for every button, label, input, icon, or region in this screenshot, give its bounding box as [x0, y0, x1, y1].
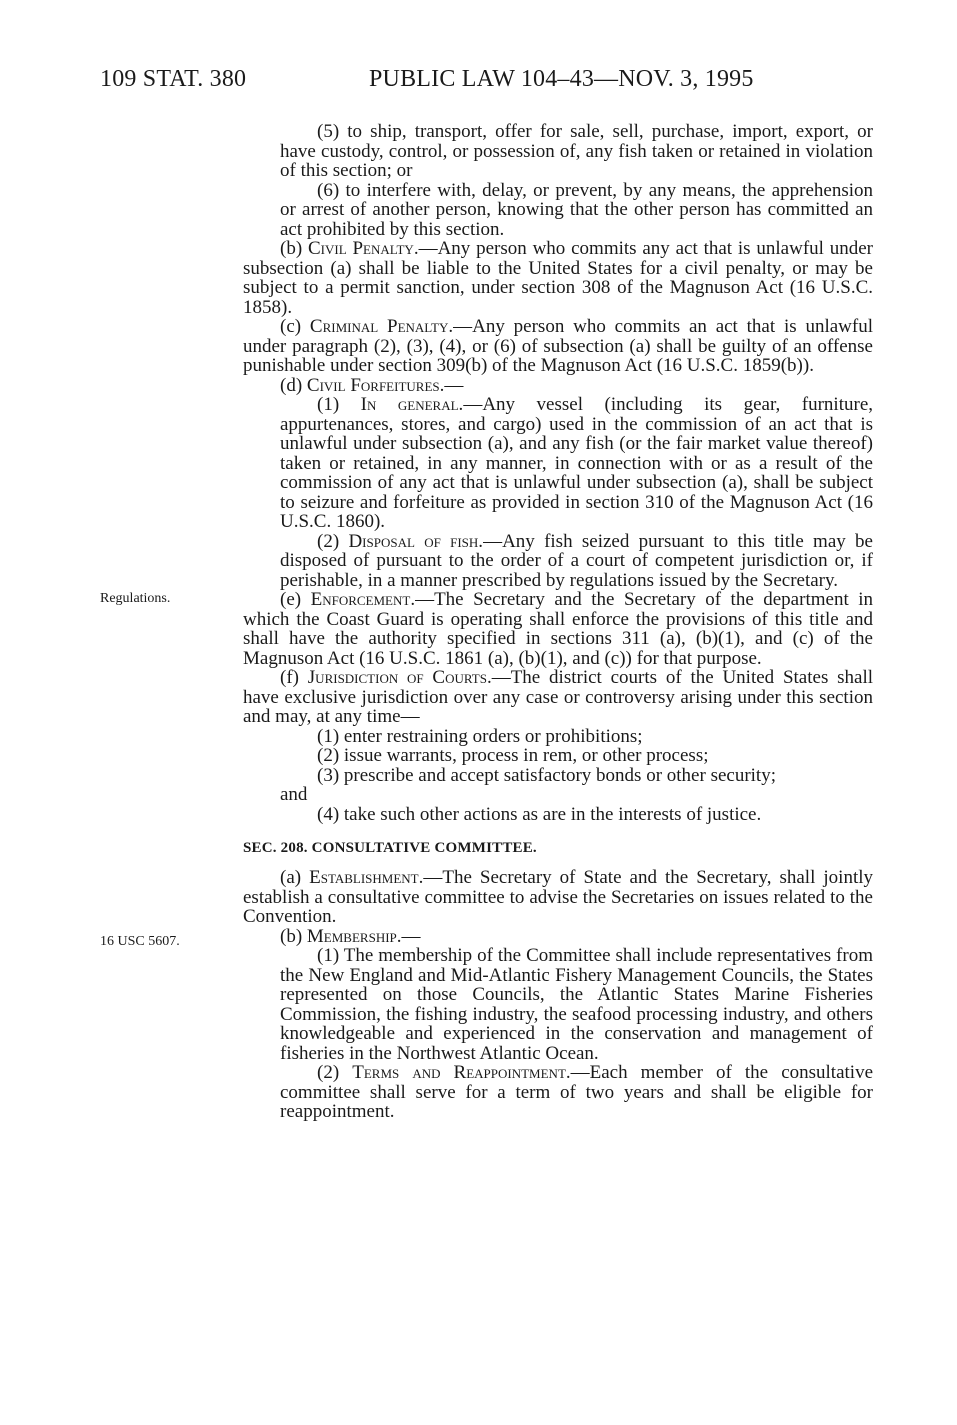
subsection-label: (c) [280, 316, 310, 337]
paragraph-f2: (2) issue warrants, process in rem, or other process; [317, 745, 709, 766]
paragraph-text: (6) to interfere with, delay, or prevent, by any means, the apprehension or arrest of another person, knowing that the other person has committed an act prohibited by this section. [280, 179, 873, 240]
subsection-heading: Civil Forfeitures. [306, 374, 445, 396]
subsection-b [243, 239, 873, 317]
paragraph-label: (2) [317, 530, 349, 552]
subsection-d [243, 376, 873, 396]
paragraph-text: —Any vessel (including its gear, furniture, appurtenances, stores, and cargo) used in the commission of an act that is unlawful under subsection (a), and any fish (or the fair market value thereof) taken or retained, in any manner, in connection with or as a result of the commission of any act that is unlawful under subsection (a), shall be subject to seizure and forfeiture as provided in section 310 of the Magnuson Act (16 U.S.C. 1860). [280, 394, 873, 532]
subsection-label: (d) [280, 374, 307, 396]
paragraph-d2 [280, 532, 873, 591]
subsection-heading: Enforcement. [310, 589, 416, 610]
running-title: PUBLIC LAW 104–43—NOV. 3, 1995 [369, 66, 754, 92]
document-body [243, 122, 873, 1122]
subsection-label: (e) [280, 589, 311, 610]
subsection-label: (f) [280, 667, 308, 688]
section-heading: SEC. 208. CONSULTATIVE COMMITTEE. [243, 840, 537, 856]
subsection-heading: Jurisdiction of Courts. [307, 667, 492, 688]
section-subsection-b [243, 927, 873, 947]
paragraph-f1: (1) enter restraining orders or prohibitions; [317, 725, 643, 747]
subsection-text: —Any person who commits any act that is unlawful under subsection (a) shall be liable to the United States for a civil penalty, or may be subject to a permit sanction, under section 308 of the Magnuson Act (16 U.S.C. 1858). [243, 238, 873, 318]
paragraph-f4: (4) take such other actions as are in the interests of justice. [317, 803, 762, 825]
subsection-heading: Establishment. [309, 867, 424, 888]
section-subsection-b-paragraphs [243, 946, 873, 1122]
paragraph-a5 [243, 122, 873, 239]
paragraph-heading: Terms and Reappointment. [352, 1062, 571, 1083]
paragraph-label: (2) [317, 1062, 353, 1083]
paragraph-text: (5) to ship, transport, offer for sale, sell, purchase, import, export, or have custody, control, or possession of, any fish taken or retained in violation of this section; or [280, 121, 873, 181]
paragraph-f3: (3) prescribe and accept satisfactory bonds or other security; [317, 764, 776, 786]
subsection-f-paragraphs [243, 727, 873, 825]
paragraph-text: —Each member of the consultative committee shall serve for a term of two years and shall be eligible for reappointment. [280, 1062, 873, 1122]
subsection-label: (b) [280, 238, 308, 259]
paragraph-text: —Any fish seized pursuant to this title may be disposed of pursuant to the order of a court of competent jurisdiction or, if perishable, in a manner prescribed by regulations issued by the Secretary. [280, 530, 873, 591]
subsection-text: — [444, 374, 464, 396]
subsection-heading: Criminal Penalty. [309, 316, 454, 337]
section-subsection-a [243, 868, 873, 927]
subsection-text: —The Secretary and the Secretary of the department in which the Coast Guard is operating shall enforce the provisions of this title and shall have the authority specified in sections 311 (a), (b)(1), and (c) of the Magnuson Act (16 U.S.C. 1861 (a), (b)(1), and (c)) for that purpose. [243, 589, 873, 669]
subsection-f [243, 668, 873, 727]
subsection-d-paragraphs [243, 395, 873, 590]
subsection-heading: Membership. [306, 925, 402, 947]
subsection-label: (a) [280, 867, 310, 888]
subsection-label: (b) [280, 925, 307, 947]
paragraph-heading: Disposal of fish. [348, 530, 484, 552]
subsection-heading: Civil Penalty. [307, 238, 419, 259]
paragraph-label: (1) [317, 394, 361, 415]
margin-note-usc-citation: 16 USC 5607. [100, 934, 180, 949]
paragraph-b2 [280, 1063, 873, 1122]
subsection-text: —Any person who commits an act that is unlawful under paragraph (2), (3), (4), or (6) of subsection (a) shall be guilty of an offense punishable under section 309(b) of the Magnuson Act (16 U.S.C. 1859(b)). [243, 316, 873, 376]
margin-note-regulations: Regulations. [100, 591, 171, 606]
subsection-e [243, 590, 873, 668]
subsection-text: —The district courts of the United States shall have exclusive jurisdiction over any case or controversy arising under this section and may, at any time— [243, 667, 874, 727]
paragraph-f3-continuation: and [280, 784, 308, 805]
statute-page-number: 109 STAT. 380 [100, 66, 247, 92]
subsection-text: —The Secretary of State and the Secretary, shall jointly establish a consultative committee to advise the Secretaries on issues related to the Convention. [243, 867, 873, 927]
paragraph-d1 [280, 395, 873, 532]
paragraph-heading: In general. [360, 394, 464, 415]
subsection-text: — [401, 925, 421, 947]
paragraph-b1: (1) The membership of the Committee shall include representatives from the New England and Mid-Atlantic Fishery Management Councils, the States represented on those Councils, the Atlantic States Marine Fisheries Commission, the fishing industry, the seafood processing industry, and others knowledgeable and experienced in the conservation and management of fisheries in the Northwest Atlantic Ocean. [280, 945, 873, 1064]
subsection-c [243, 317, 873, 376]
page-header [0, 0, 957, 110]
